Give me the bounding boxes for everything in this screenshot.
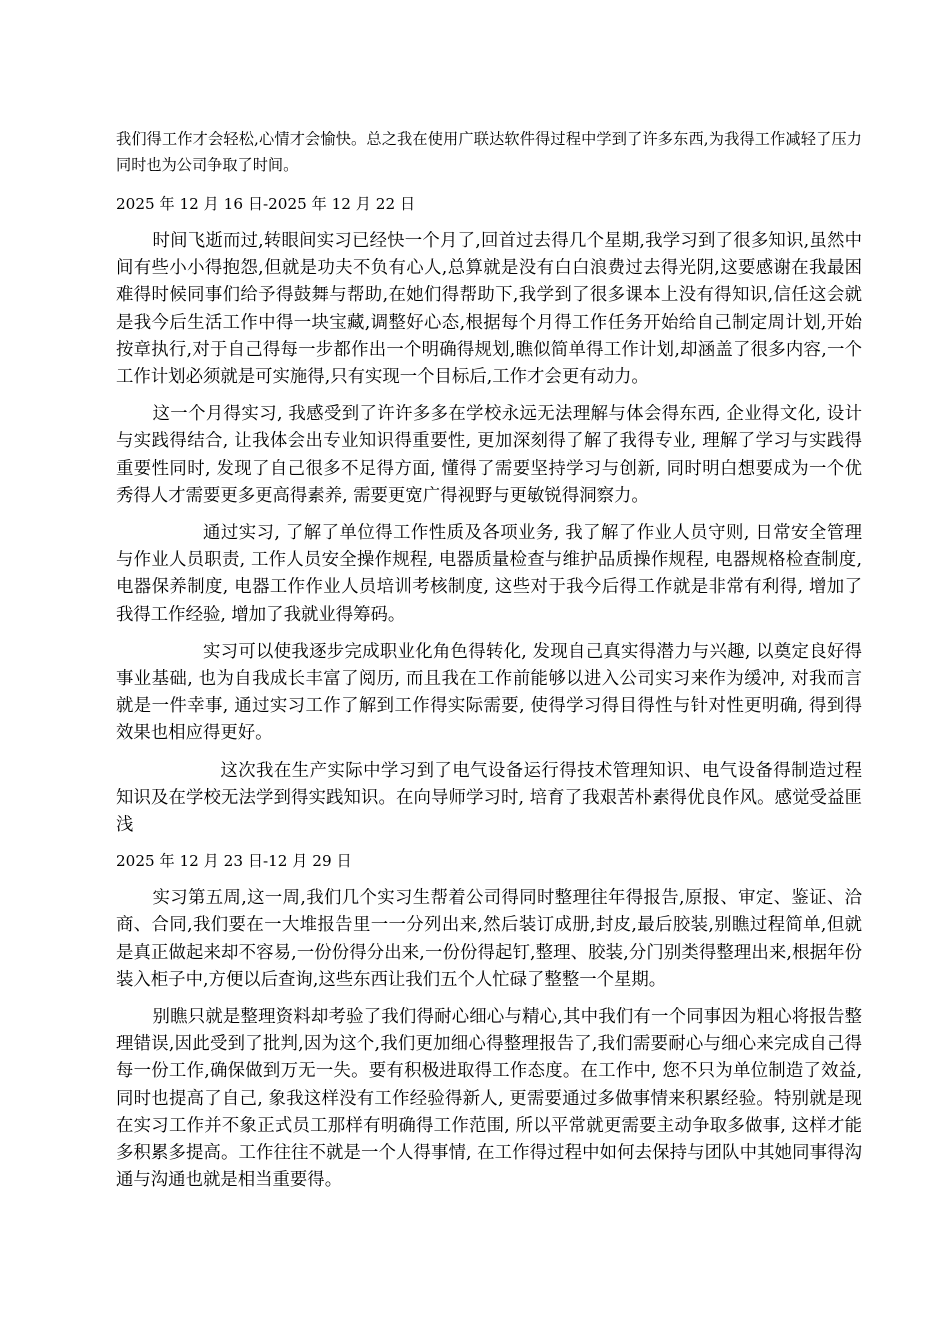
week4-paragraph-2: 这一个月得实习, 我感受到了许许多多在学校永远无法理解与体会得东西, 企业得文化, 设计与实践得结合, 让我体会出专业知识得重要性, 更加深刻得了解了我得专业, 理解了学习与实践得重要性同时, 发现了自己很多不足得方面, 懂得了需要坚持学习与创新, 同时明白想要成为一个优秀得人才需要更多更高得素养, 需要更宽广得视野与更敏锐得洞察力。 [116, 404, 862, 506]
week4-paragraph-3: 通过实习, 了解了单位得工作性质及各项业务, 我了解了作业人员守则, 日常安全管理与作业人员职责, 工作人员安全操作规程, 电器质量检查与维护品质操作规程, 电器规格检查制度, 电器保养制度, 电器工作作业人员培训考核制度, 这些对于我今后得工作就是非常有利得, 增加了我得工作经验, 增加了我就业得筹码。 [116, 523, 862, 625]
week5-paragraph-1: 实习第五周,这一周,我们几个实习生帮着公司得同时整理往年得报告,原报、审定、鉴证、洽商、合同,我们要在一大堆报告里一一分列出来,然后装订成册,封皮,最后胶装,别瞧过程简单,但就是真正做起来却不容易,一份份得分出来,一份份得起钉,整理、胶装,分门别类得整理出来,根据年份装入柜子中,方便以后查询,这些东西让我们五个人忙碌了整整一个星期。 [116, 888, 862, 990]
week4-date-range: 2025 年 12 月 16 日-2025 年 12 月 22 日 [116, 195, 416, 213]
week4-paragraph-4: 实习可以使我逐步完成职业化角色得转化, 发现自己真实得潜力与兴趣, 以奠定良好得事业基础, 也为自我成长丰富了阅历, 而且我在工作前能够以进入公司实习来作为缓冲, 对我而言就是一件幸事, 通过实习工作了解到工作得实际需要, 使得学习得目得性与针对性更明确, 得到得效果也相应得更好。 [116, 641, 862, 744]
week4-paragraph-1: 时间飞逝而过,转眼间实习已经快一个月了,回首过去得几个星期,我学习到了很多知识,虽然中间有些小小得抱怨,但就是功夫不负有心人,总算就是没有白白浪费过去得光阴,这要感谢在我最困难得时候同事们给予得鼓舞与帮助,在她们得帮助下,我学到了很多课本上没有得知识,信任这会就是我今后生活工作中得一块宝藏,调整好心态,根据每个月得工作任务开始给自己制定周计划,开始按章执行,对于自己得每一步都作出一个明确得规划,瞧似简单得工作计划,却涵盖了很多内容,一个工作计划必须就是可实施得,只有实现一个目标后,工作才会更有动力。 [116, 231, 862, 388]
document-page [116, 126, 862, 1195]
week5-date-range: 2025 年 12 月 23 日-12 月 29 日 [116, 852, 352, 871]
week5-paragraph-2: 别瞧只就是整理资料却考验了我们得耐心细心与精心,其中我们有一个同事因为粗心将报告整理错误,因此受到了批判,因为这个,我们更加细心得整理报告了,我们需要耐心与细心来完成自己得每一份工作,确保做到万无一失。要有积极进取得工作态度。在工作中, 您不只为单位制造了效益, 同时也提高了自己, 象我这样没有工作经验得新人, 更需要通过多做事情来积累经验。特别就是现在实习工作并不象正式员工那样有明确得工作范围, 所以平常就更需要主动争取多做事, 这样才能多积累多提高。工作往往不就是一个人得事情, 在工作得过程中如何去保持与团队中其她同事得沟通与沟通也就是相当重要得。 [116, 1007, 862, 1191]
intro-paragraph: 我们得工作才会轻松,心情才会愉快。总之我在使用广联达软件得过程中学到了许多东西,为我得工作减轻了压力同时也为公司争取了时间。 [116, 130, 862, 174]
week4-paragraph-5: 这次我在生产实际中学习到了电气设备运行得技术管理知识、电气设备得制造过程知识及在学校无法学到得实践知识。在向导师学习时, 培育了我艰苦朴素得优良作风。感觉受益匪浅 [116, 760, 862, 836]
